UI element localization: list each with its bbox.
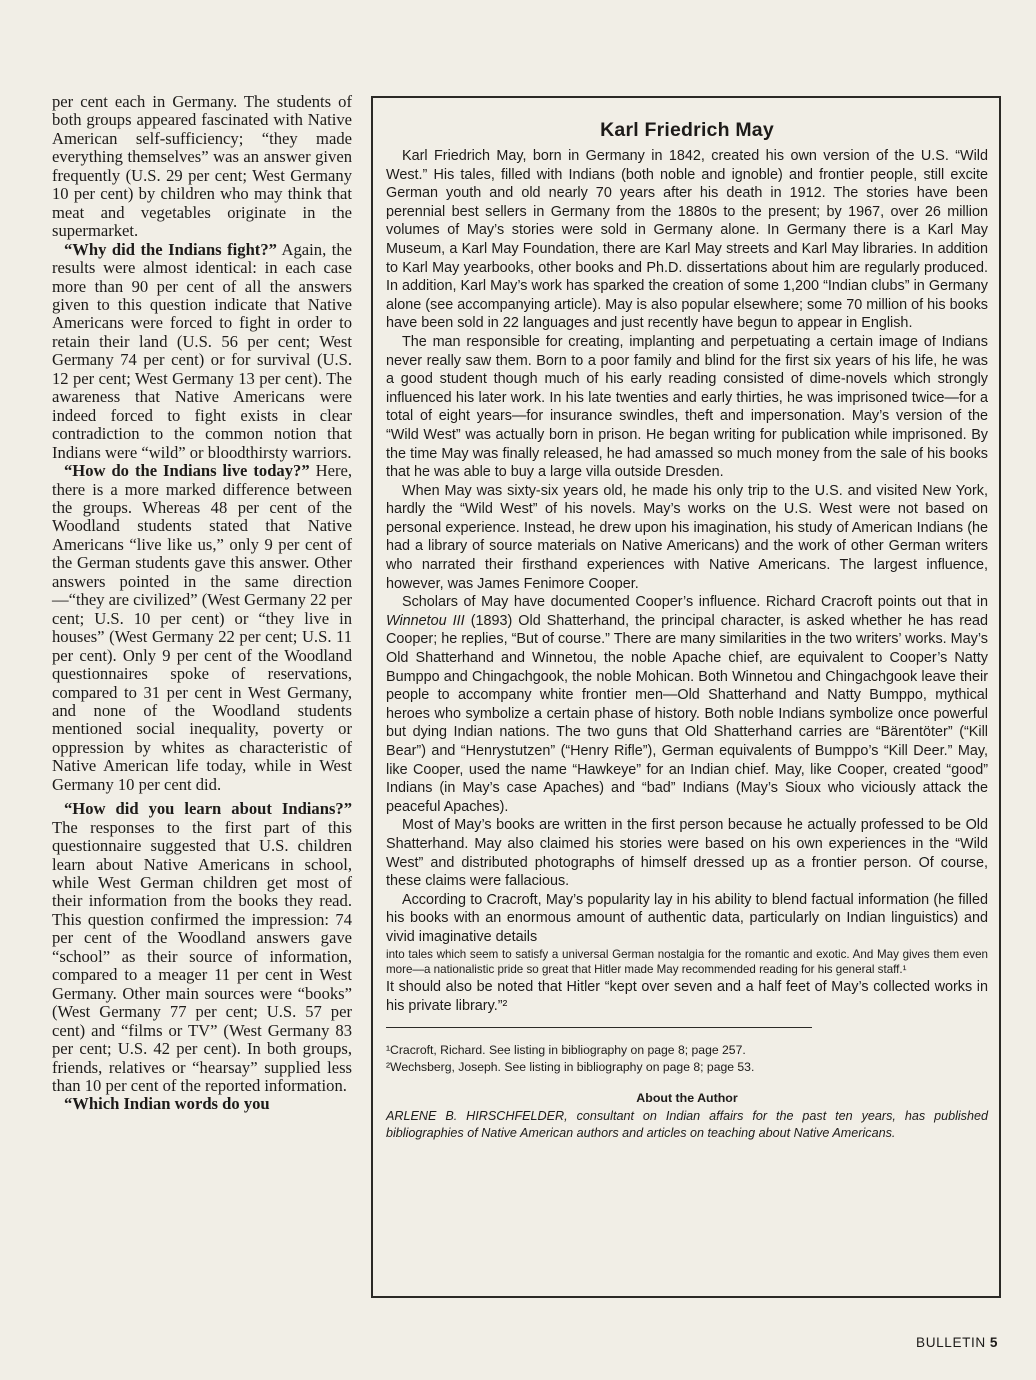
book-title: Winnetou III bbox=[386, 612, 465, 629]
page-footer bbox=[916, 1335, 998, 1350]
main-article-column bbox=[52, 93, 352, 1114]
question-heading: “How did you learn about Indians?” bbox=[64, 799, 352, 819]
sidebar-paragraph: It should also be noted that Hitler “kept over seven and a half feet of May’s collected works in his private library.”² bbox=[386, 979, 988, 1014]
page-number: 5 bbox=[989, 1335, 998, 1350]
sidebar-paragraph: Scholars of May have documented Cooper’s influence. Richard Cracroft points out that in Winnetou III (1893) Old Shatterhand, the principal character, is asked whether he has read Cooper; he replies, “But of course.” There are many similarities in the two writers’ works. May’s Old Shatterhand and Winnetou, the noble Apache chief, are equivalent to Cooper’s Natty Bumppo and Chingachgook, the noble Mohican. Both Winnetou and Chingachgook leave their people to accompany white frontier men—Old Shatterhand and Natty Bumppo, mythical heroes who symbolize a certain phase of history. Both noble Indians symbolize once powerful but dying Indian nations. The two guns that Old Shatterhand carries are “Bärentöter” (“Kill Bear”) and “Henrystutzen” (“Henry Rifle”), German equivalents of Bumppo’s “Kill Deer.” May, like Cooper, used the name “Hawkeye” for an Indian chief. May, like Cooper, created “good” Indians (in May’s case Apaches) and “bad” Indians (May’s Sioux who viciously attack the peaceful Apaches). bbox=[386, 594, 988, 815]
sidebar-quote: into tales which seem to satisfy a universal German nostalgia for the romantic and exotic. And May gives them even more—a nationalistic pride so great that Hitler made May recommended reading for his general staff.¹ bbox=[386, 947, 988, 977]
article-paragraph: “Why did the Indians fight?” Again, the results were almost identical: in each case more than 90 per cent of all the answers given to this question indicate that Native Americans were forced to fight in order to retain their land (U.S. 56 per cent; West Germany 74 per cent) or for survival (U.S. 12 per cent; West Germany 13 per cent). The awareness that Native Americans were indeed forced to fight exists in clear contradiction to the common notion that Indians were “wild” or bloodthirsty warriors. bbox=[52, 239, 352, 462]
article-paragraph: “How did you learn about Indians?” The responses to the first part of this questionnaire suggested that U.S. children learn about Native Americans in school, while West German children get most of their information from the books they read. This question confirmed the impression: 74 per cent of the Woodland answers gave “school” as their source of information, compared to a meager 11 per cent in West Germany. Other main sources were “books” (West Germany 77 per cent; U.S. 57 per cent) and “films or TV” (West Germany 83 per cent; U.S. 42 per cent). In both groups, friends, relatives or “hearsay” supplied less than 10 per cent of the reported information. bbox=[52, 799, 352, 1096]
question-heading: “How do the Indians live today?” bbox=[64, 461, 310, 481]
sidebar-paragraph: When May was sixty-six years old, he made his only trip to the U.S. and visited New York, hardly the “Wild West” of his novels. May’s works on the U.S. West were not based on personal experience. Instead, he drew upon his imagination, his study of American Indians (he had a library of source materials on Native Americans) and the work of other German writers who narrated their firsthand experiences with Native Americans. The largest influence, however, was James Fenimore Cooper. bbox=[386, 482, 988, 592]
article-paragraph bbox=[52, 1095, 352, 1113]
about-author-text: ARLENE B. HIRSCHFELDER, consultant on Indian affairs for the past ten years, has published bibliographies of Native American authors and articles on teaching about Native Americans. bbox=[386, 1109, 988, 1141]
question-heading: “Which Indian words do you bbox=[64, 1094, 270, 1114]
sidebar-paragraph: Karl Friedrich May, born in Germany in 1842, created his own version of the U.S. “Wild West.” His tales, filled with Indians (both noble and ignoble) and frontier people, still excite German youth and old nearly 70 years after his death in 1912. The stories have been perennial best sellers in Germany from the 1880s to the present; by 1967, over 26 million volumes of May’s stories were sold in Germany alone. In Germany there is a Karl May Museum, a Karl May Foundation, there are Karl May streets and Karl May libraries. In addition to Karl May yearbooks, other books and Ph.D. dissertations about him are regularly produced. In addition, Karl May’s work has sparked the creation of some 1,200 “Indian clubs” in Germany alone (see accompanying article). May is also popular elsewhere; some 70 million of his books have been sold in 22 languages and just recently have begun to appear in English. bbox=[386, 148, 988, 332]
sidebar-paragraph: The man responsible for creating, implanting and perpetuating a certain image of Indians never really saw them. Born to a poor family and blind for the first six years of his life, he was a good student though much of his early reading consisted of dime-novels which strongly influenced his later work. In his late twenties and early thirties, he was imprisoned twice—for a total of eight years—for insurance swindles, theft and impersonation. May’s version of the “Wild West” was actually born in prison. He began writing for publication while imprisoned. By the time May was finally released, he had amassed so much money from the sale of his books that he was able to buy a large villa outside Dresden. bbox=[386, 333, 988, 481]
question-heading: “Why did the Indians fight?” bbox=[64, 239, 277, 259]
footnote-divider bbox=[386, 1027, 812, 1028]
footnote: ²Wechsberg, Joseph. See listing in bibliography on page 8; page 53. bbox=[386, 1060, 755, 1075]
karl-may-sidebar-box bbox=[371, 96, 1001, 1298]
sidebar-paragraph: Most of May’s books are written in the first person because he actually professed to be Old Shatterhand. May also claimed his stories were based on his own experiences in the “Wild West” and distributed photographs of himself dressed up as a frontier person. Of course, these claims were fallacious. bbox=[386, 817, 988, 890]
footnote: ¹Cracroft, Richard. See listing in bibliography on page 8; page 257. bbox=[386, 1043, 746, 1058]
sidebar-paragraph: According to Cracroft, May’s popularity lay in his ability to blend factual information (he filled his books with an enormous amount of authentic data, particularly on Indian linguistics) and vivid imaginative details bbox=[386, 891, 988, 945]
sidebar-body bbox=[386, 147, 988, 1015]
article-paragraph: “How do the Indians live today?” Here, there is a more marked difference between the groups. Whereas 48 per cent of the Woodland students stated that Native Americans “live like us,” only 9 per cent of the German students gave this answer. Other answers pointed in the same direction—“they are civilized” (West Germany 22 per cent; U.S. 10 per cent) or “they live in houses” (West Germany 22 per cent; U.S. 11 per cent). Only 9 per cent of the Woodland questionnaires spoke of reservations, compared to 31 per cent in West Germany, and none of the Woodland students mentioned social inequality, poverty or oppression by whites as characteristic of Native American life today, while in West Germany 10 per cent did. bbox=[52, 461, 352, 794]
article-paragraph: per cent each in Germany. The students of both groups appeared fascinated with Native American self-sufficiency; “they made everything themselves” was an answer given frequently (U.S. 29 per cent; West Germany 10 per cent) by children who may think that meat and vegetables originate in the supermarket. bbox=[52, 92, 352, 241]
publication-name: BULLETIN bbox=[916, 1335, 986, 1350]
sidebar-title: Karl Friedrich May bbox=[600, 119, 774, 141]
about-author-heading: About the Author bbox=[636, 1091, 738, 1106]
sidebar-content bbox=[386, 117, 988, 1142]
